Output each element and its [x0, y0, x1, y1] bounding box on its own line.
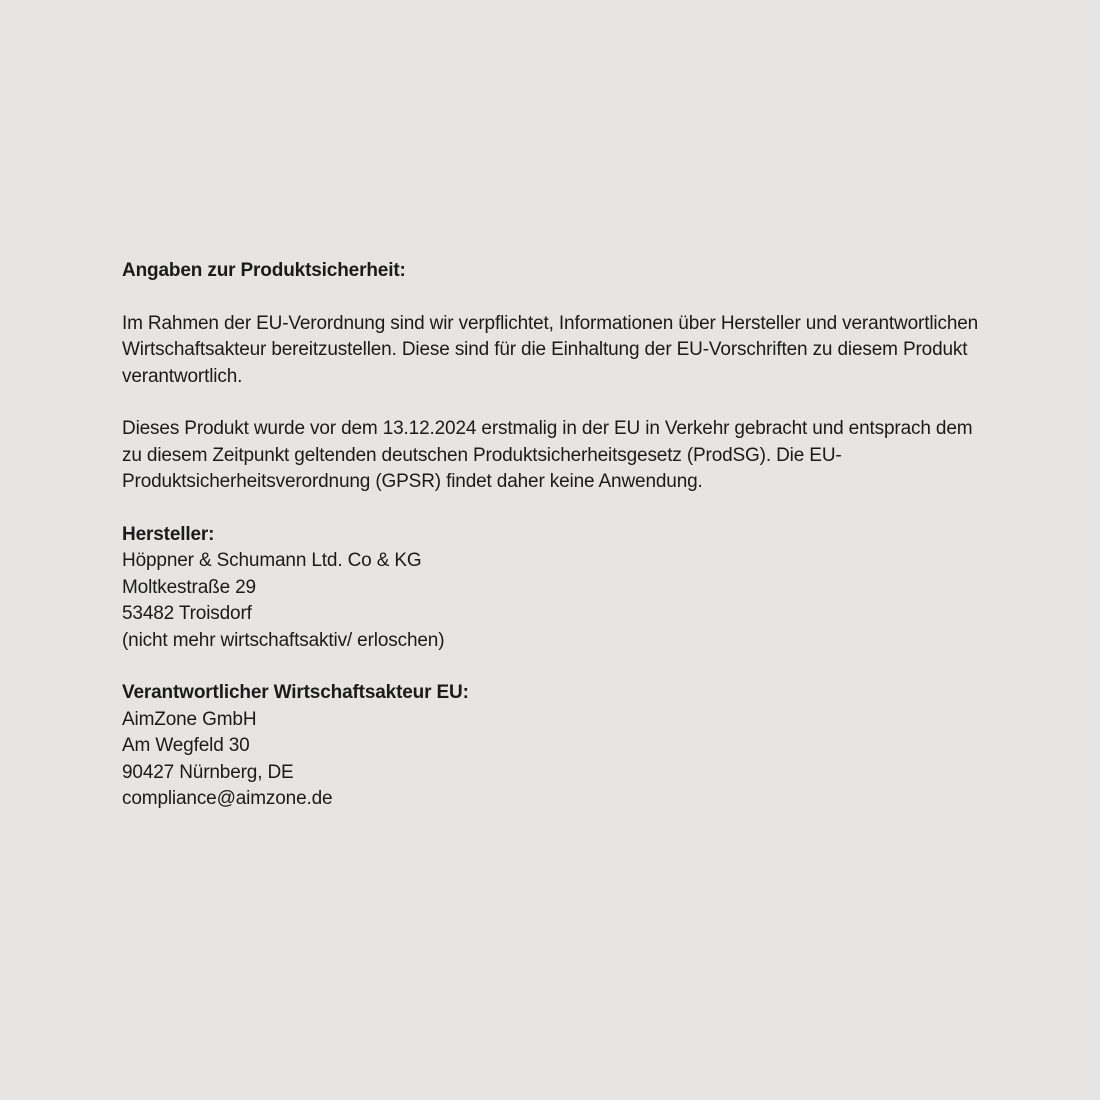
- manufacturer-city: 53482 Troisdorf: [122, 603, 252, 624]
- prodsg-gpsr-paragraph: Dieses Produkt wurde vor dem 13.12.2024 erstmalig in der EU in Verkehr gebracht und entsprach dem zu diesem Zeitpunkt geltenden deutschen Produktsicherheitsgesetz (ProdSG). Die EU-Produktsicherheitsverordnung (GPSR) findet daher keine Anwendung.: [122, 418, 973, 492]
- product-safety-text-block: [122, 258, 994, 813]
- responsible-actor-city: 90427 Nürnberg, DE: [122, 761, 294, 783]
- responsible-actor-street: Am Wegfeld 30: [122, 735, 250, 756]
- manufacturer-name: Höppner & Schumann Ltd. Co & KG: [122, 550, 422, 571]
- responsible-actor-name: AimZone GmbH: [122, 708, 257, 730]
- page-title: Angaben zur Produktsicherheit:: [122, 260, 406, 281]
- manufacturer-label: Hersteller:: [122, 523, 215, 545]
- manufacturer-section: [122, 522, 994, 655]
- responsible-actor-section: [122, 680, 994, 813]
- responsible-actor-email: compliance@aimzone.de: [122, 788, 333, 809]
- manufacturer-status-note: (nicht mehr wirtschaftsaktiv/ erloschen): [122, 629, 445, 651]
- eu-regulation-paragraph: Im Rahmen der EU-Verordnung sind wir verpflichtet, Informationen über Hersteller und verantwortlichen Wirtschaftsakteur bereitzustellen. Diese sind für die Einhaltung der EU-Vorschriften zu diesem Produkt verantwortlich.: [122, 312, 979, 387]
- responsible-actor-label: Verantwortlicher Wirtschaftsakteur EU:: [122, 682, 469, 703]
- manufacturer-street: Moltkestraße 29: [122, 576, 256, 598]
